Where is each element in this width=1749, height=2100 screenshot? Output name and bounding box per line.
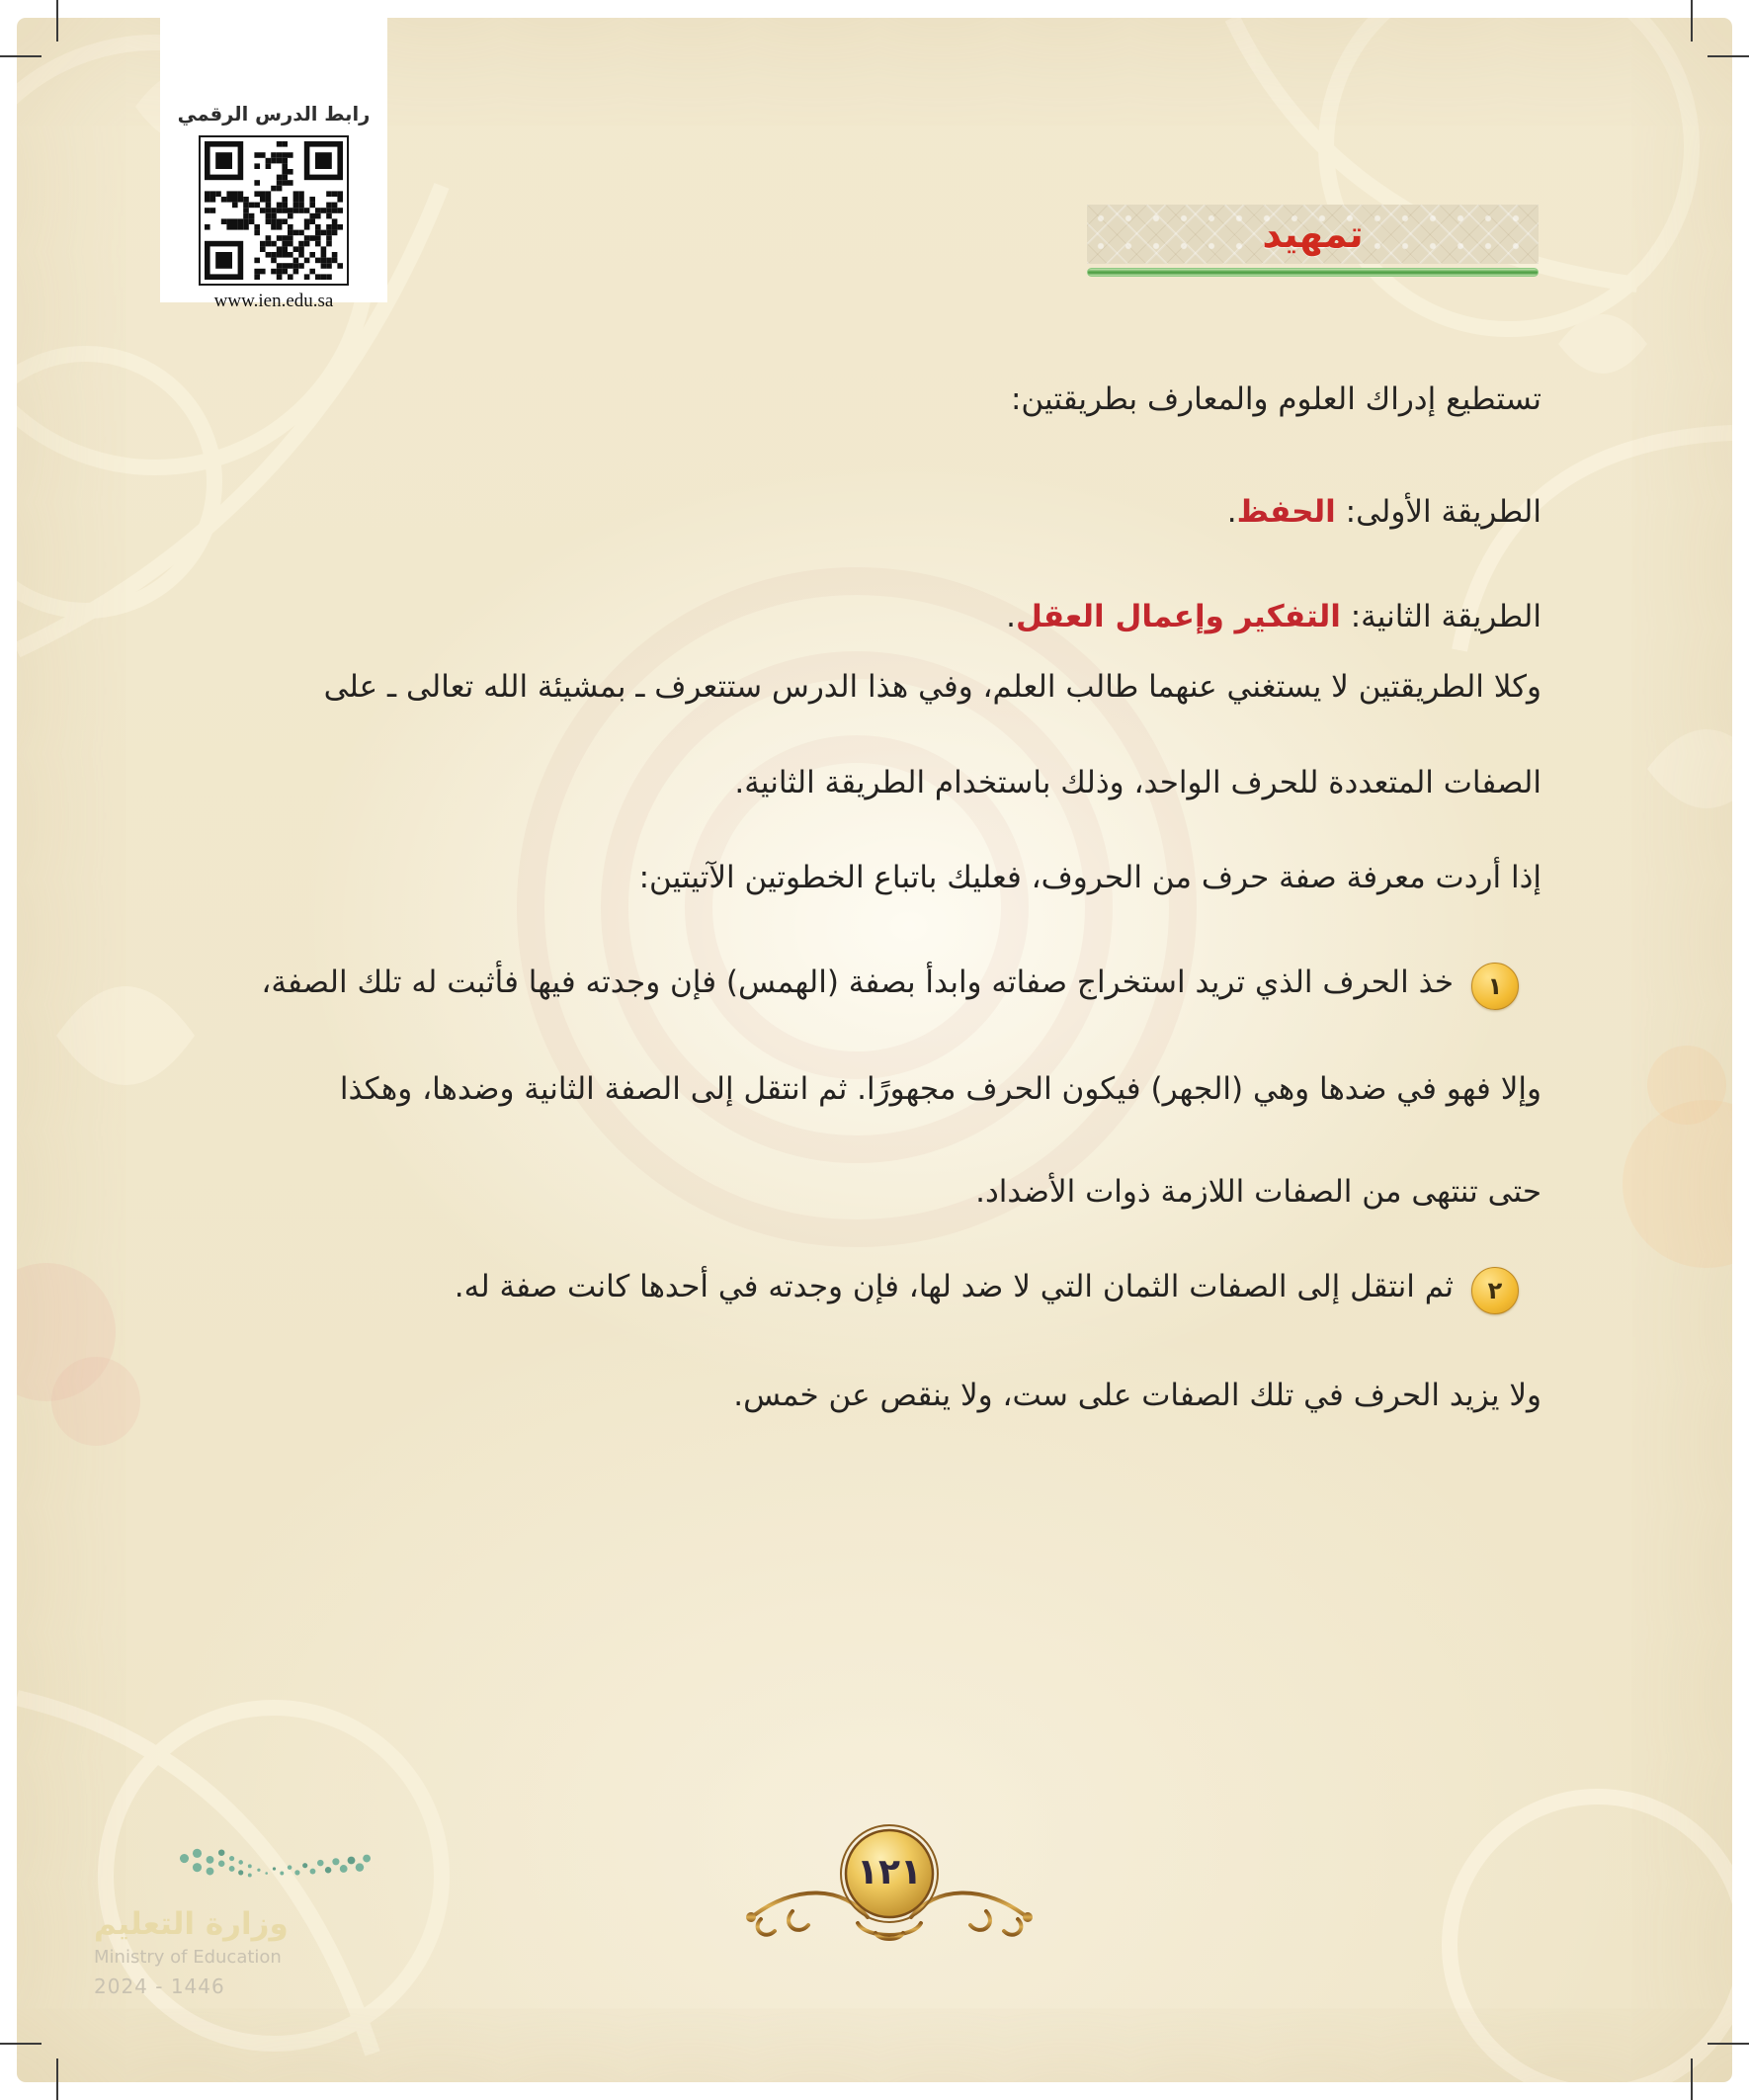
moe-logo xyxy=(94,1841,410,1998)
step1-number-badge: ١ xyxy=(1471,963,1519,1010)
moe-logo-arabic: وزارة التعليم xyxy=(94,1906,289,1942)
moe-logo-english: Ministry of Education xyxy=(94,1947,282,1968)
method-second-highlight: التفكير وإعمال العقل xyxy=(1015,599,1341,634)
qr-code xyxy=(199,135,349,286)
crop-mark-bottom-left-v xyxy=(56,2058,58,2100)
method-first-line xyxy=(1227,490,1541,535)
crop-mark-bottom-left-h xyxy=(0,2043,42,2045)
lesson-header-band xyxy=(1087,205,1539,264)
method-second-prefix: الطريقة الثانية: xyxy=(1340,599,1541,634)
paragraph-both-methods-line2: الصفات المتعددة للحرف الواحد، وذلك باستخدام الطريقة الثانية. xyxy=(734,765,1541,800)
lesson-header-title: تمهيد xyxy=(1262,212,1364,256)
crop-mark-bottom-right-h xyxy=(1707,2043,1749,2045)
background-ornament xyxy=(17,18,1732,2082)
qr-label: رابط الدرس الرقمي xyxy=(177,103,371,126)
crop-mark-top-right-h xyxy=(1707,55,1749,57)
step2-text-line2: ولا يزيد الحرف في تلك الصفات على ست، ولا ينقص عن خمس. xyxy=(733,1378,1541,1413)
crop-mark-top-right-v xyxy=(1691,0,1693,42)
qr-url: www.ien.edu.sa xyxy=(213,291,334,311)
method-first-prefix: الطريقة الأولى: xyxy=(1335,494,1541,530)
moe-logo-dots xyxy=(178,1841,371,1892)
method-first-suffix: . xyxy=(1226,494,1237,530)
method-second-line xyxy=(1006,595,1541,639)
steps-intro-line: إذا أردت معرفة صفة حرف من الحروف، فعليك باتباع الخطوتين الآتيتين: xyxy=(638,860,1541,895)
page xyxy=(17,18,1732,2082)
step1-text-line2: وإلا فهو في ضدها وهي (الجهر) فيكون الحرف مجهورًا. ثم انتقل إلى الصفة الثانية وضدها، وهكذا xyxy=(339,1071,1541,1107)
qr-panel xyxy=(160,18,387,311)
header-divider xyxy=(1087,268,1539,277)
step2-item xyxy=(455,1261,1519,1314)
step2-number-badge: ٢ xyxy=(1471,1267,1519,1314)
crop-mark-top-left-v xyxy=(56,0,58,42)
paragraph-both-methods-line1: وكلا الطريقتين لا يستغني عنهما طالب العلم، وفي هذا الدرس ستتعرف ـ بمشيئة الله تعالى ـ على xyxy=(323,669,1541,705)
method-second-suffix: . xyxy=(1006,599,1016,634)
step1-text-line3: حتى تنتهى من الصفات اللازمة ذوات الأضداد. xyxy=(975,1174,1541,1210)
crop-mark-bottom-right-v xyxy=(1691,2058,1693,2100)
step2-text-line1: ثم انتقل إلى الصفات الثمان التي لا ضد لها، فإن وجدته في أحدها كانت صفة له. xyxy=(454,1269,1454,1304)
moe-logo-years: 2024 - 1446 xyxy=(94,1974,225,1998)
paragraph-intro: تستطيع إدراك العلوم والمعارف بطريقتين: xyxy=(1010,381,1541,417)
method-first-highlight: الحفظ xyxy=(1236,494,1336,530)
step1-item xyxy=(261,957,1519,1010)
page-number-emblem xyxy=(741,1816,1038,1955)
crop-mark-top-left-h xyxy=(0,55,42,57)
step1-text-line1: خذ الحرف الذي تريد استخراج صفاته وابدأ بصفة (الهمس) فإن وجدته فيها فأثبت له تلك الصفة، xyxy=(261,965,1454,1000)
page-number: ١٢١ xyxy=(857,1852,922,1892)
